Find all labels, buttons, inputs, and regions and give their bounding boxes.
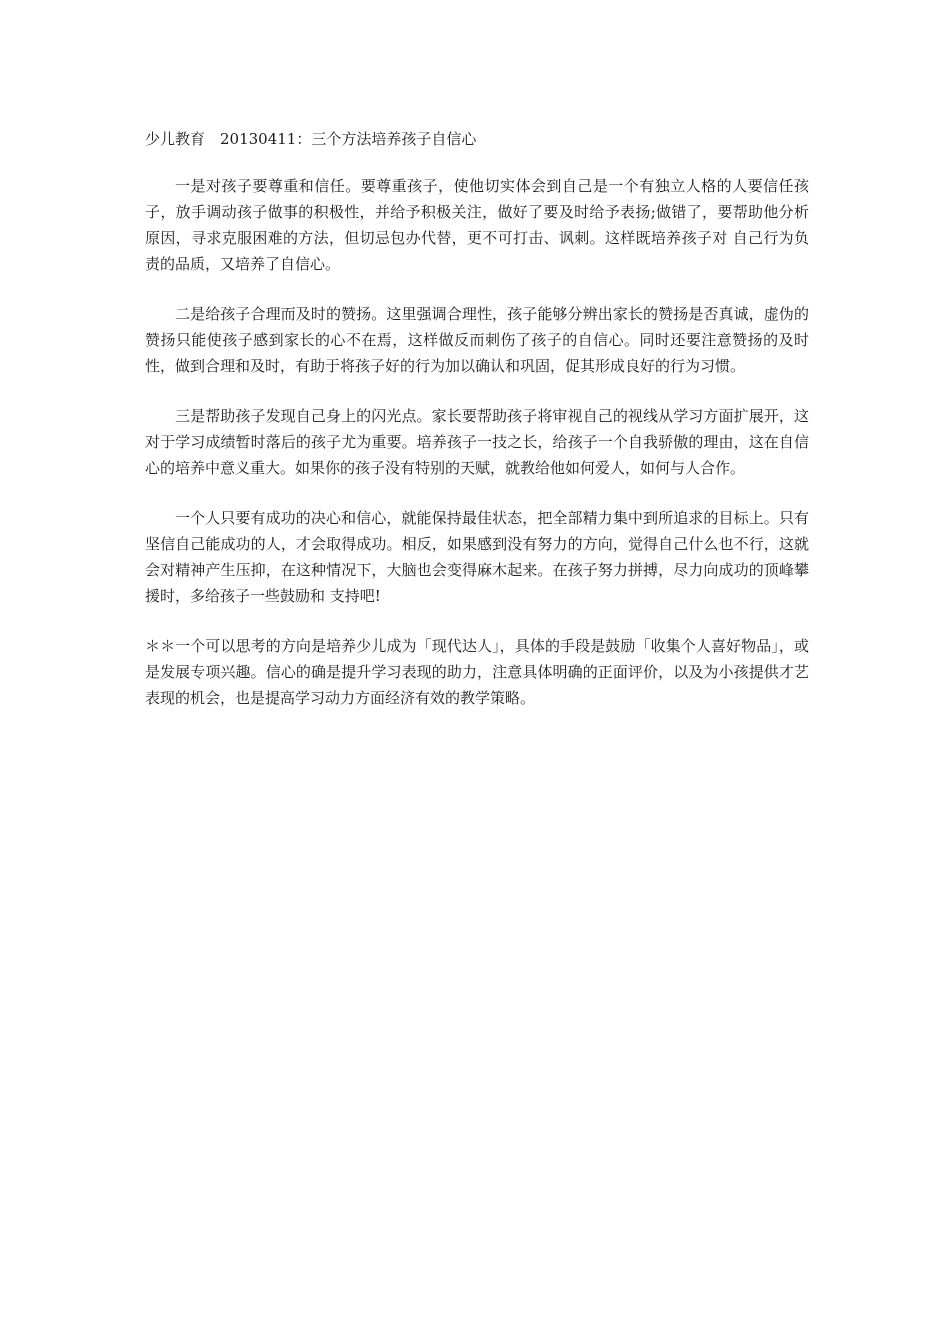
paragraph-praise: 二是给孩子合理而及时的赞扬。这里强调合理性，孩子能够分辨出家长的赞扬是否真诚，虚伪的赞扬只能使孩子感到家长的心不在焉，这样做反而刺伤了孩子的自信心。同时还要注意赞扬的及时性，做到合理和及时，有助于将孩子好的行为加以确认和巩固，促其形成良好的行为习惯。 [145,305,809,375]
document-body [145,127,809,711]
paragraph-respect-trust: 一是对孩子要尊重和信任。要尊重孩子，使他切实体会到自己是一个有独立人格的人要信任孩子，放手调动孩子做事的积极性，并给予积极关注，做好了要及时给予表扬;做错了，要帮助他分析原因，寻求克服困难的方法，但切忌包办代替，更不可打击、讽刺。这样既培养孩子对 自己行为负责的品质，又培养了自信心。 [145,177,809,273]
document-note: ＊＊一个可以思考的方向是培养少儿成为「现代达人」，具体的手段是鼓励「收集个人喜好物品」，或是发展专项兴趣。信心的确是提升学习表现的助力，注意具体明确的正面评价，以及为小孩提供才艺表现的机会，也是提高学习动力方面经济有效的教学策略。 [145,637,809,707]
document-title: 少儿教育 20130411：三个方法培养孩子自信心 [145,130,477,148]
paragraph-confidence: 一个人只要有成功的决心和信心，就能保持最佳状态，把全部精力集中到所追求的目标上。只有坚信自己能成功的人，才会取得成功。相反，如果感到没有努力的方向，觉得自己什么也不行，这就会对精神产生压抑，在这种情况下，大脑也会变得麻木起来。在孩子努力拼搏，尽力向成功的顶峰攀援时，多给孩子一些鼓励和 支持吧! [145,509,809,605]
paragraph-strengths: 三是帮助孩子发现自己身上的闪光点。家长要帮助孩子将审视自己的视线从学习方面扩展开，这对于学习成绩暂时落后的孩子尤为重要。培养孩子一技之长，给孩子一个自我骄傲的理由，这在自信心的培养中意义重大。如果你的孩子没有特别的天赋，就教给他如何爱人，如何与人合作。 [145,407,809,477]
